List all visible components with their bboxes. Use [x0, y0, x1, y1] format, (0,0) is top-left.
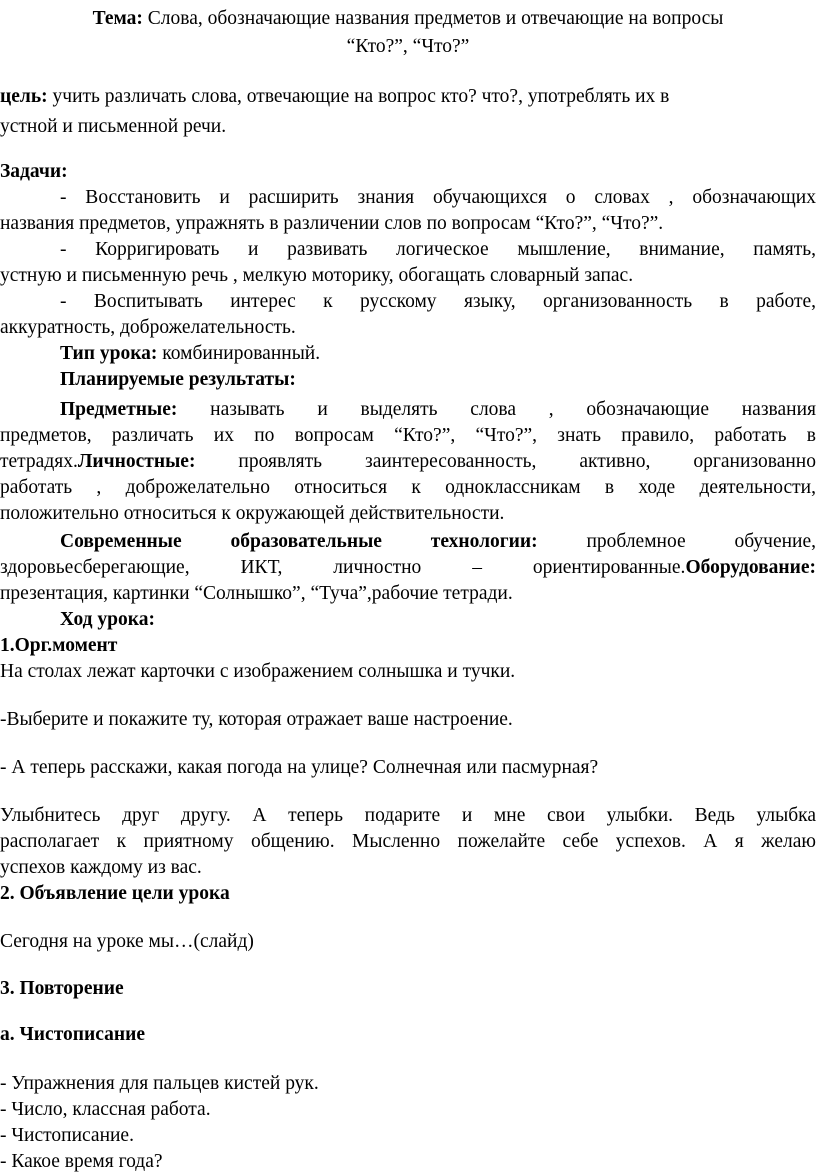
equipment-label: Оборудование:: [685, 557, 816, 578]
section-1-paragraph-2: -Выберите и покажите ту, которая отражает ваше настроение.: [0, 709, 513, 730]
lesson-type-value: комбинированный.: [157, 343, 321, 364]
task-3-line-2: аккуратность, доброжелательность.: [0, 317, 296, 338]
list-item-3: - Чистописание.: [0, 1125, 134, 1146]
personal-results-label: Личностные:: [77, 451, 196, 472]
section-1-paragraph-3: - А теперь расскажи, какая погода на улице? Солнечная или пасмурная?: [0, 757, 599, 778]
goal-line-1: [0, 84, 816, 110]
task-1-line-2: названия предметов, упражнять в различении слов по вопросам “Кто?”, “Что?”.: [0, 213, 664, 234]
task-1-line-1: - Восстановить и расширить знания обучающихся о словах , обозначающих: [60, 187, 816, 208]
subject-results-line-1: Предметные: называть и выделять слова , обозначающие названия: [60, 399, 816, 420]
section-1-paragraph-4-line-2: располагает к приятному общению. Мысленно пожелайте себе успехов. А я желаю: [0, 831, 816, 852]
section-2-heading: 2. Объявление цели урока: [0, 883, 230, 904]
subject-results-label: Предметные:: [60, 399, 178, 420]
technologies-label: Современные образовательные технологии:: [60, 531, 538, 552]
task-3-line-1: - Воспитывать интерес к русскому языку, организованность в работе,: [60, 291, 816, 312]
section-3a-heading: а. Чистописание: [0, 1024, 146, 1045]
list-item-2: - Число, классная работа.: [0, 1099, 211, 1120]
subject-results-line-3: тетрадях.Личностные: проявлять заинтересованность, активно, организованно: [0, 451, 816, 472]
section-1-heading: 1.Орг.момент: [0, 635, 118, 656]
planned-results-heading: Планируемые результаты:: [60, 369, 296, 390]
technologies-line-1: Современные образовательные технологии: проблемное обучение,: [60, 531, 816, 552]
task-2-line-1: - Корригировать и развивать логическое мышление, внимание, память,: [60, 239, 816, 260]
subject-results-line-2: предметов, различать их по вопросам “Кто?”, “Что?”, знать правило, работать в: [0, 425, 816, 446]
lesson-type-label: Тип урока:: [60, 343, 158, 364]
section-2-paragraph: Сегодня на уроке мы…(слайд): [0, 931, 254, 952]
theme-text-1: Слова, обозначающие названия предметов и отвечающие на вопросы: [142, 8, 724, 29]
list-item-4: - Какое время года?: [0, 1151, 163, 1172]
list-item-1: - Упражнения для пальцев кистей рук.: [0, 1073, 319, 1094]
tasks-heading: Задачи:: [0, 161, 68, 182]
technologies-line-2: здоровьесберегающие, ИКТ, личностно – ориентированные.Оборудование:: [0, 557, 816, 578]
course-heading: Ход урока:: [60, 609, 155, 630]
section-3-heading: 3. Повторение: [0, 978, 124, 999]
task-2-line-2: устную и письменную речь , мелкую моторику, обогащать словарный запас.: [0, 265, 634, 286]
goal-label: цель:: [0, 86, 48, 107]
section-1-paragraph-4-line-3: успехов каждому из вас.: [0, 857, 202, 878]
section-1-paragraph-4-line-1: Улыбнитесь друг другу. А теперь подарите и мне свои улыбки. Ведь улыбка: [0, 805, 816, 826]
personal-results-line-2: работать , доброжелательно относиться к одноклассникам в ходе деятельности,: [0, 477, 816, 498]
section-1-paragraph-1: На столах лежат карточки с изображением солнышка и тучки.: [0, 661, 516, 682]
lesson-type: [0, 341, 816, 367]
goal-text-1: учить различать слова, отвечающие на вопрос кто? что?, употреблять их в: [47, 86, 670, 107]
theme-line-1: [0, 6, 816, 32]
theme-line-2: “Кто?”, “Что?”: [346, 36, 470, 57]
equipment-text: презентация, картинки “Солнышко”, “Туча”,рабочие тетради.: [0, 583, 513, 604]
personal-results-line-3: положительно относиться к окружающей действительности.: [0, 503, 505, 524]
goal-line-2: устной и письменной речи.: [0, 116, 227, 137]
theme-label: Тема:: [92, 8, 143, 29]
